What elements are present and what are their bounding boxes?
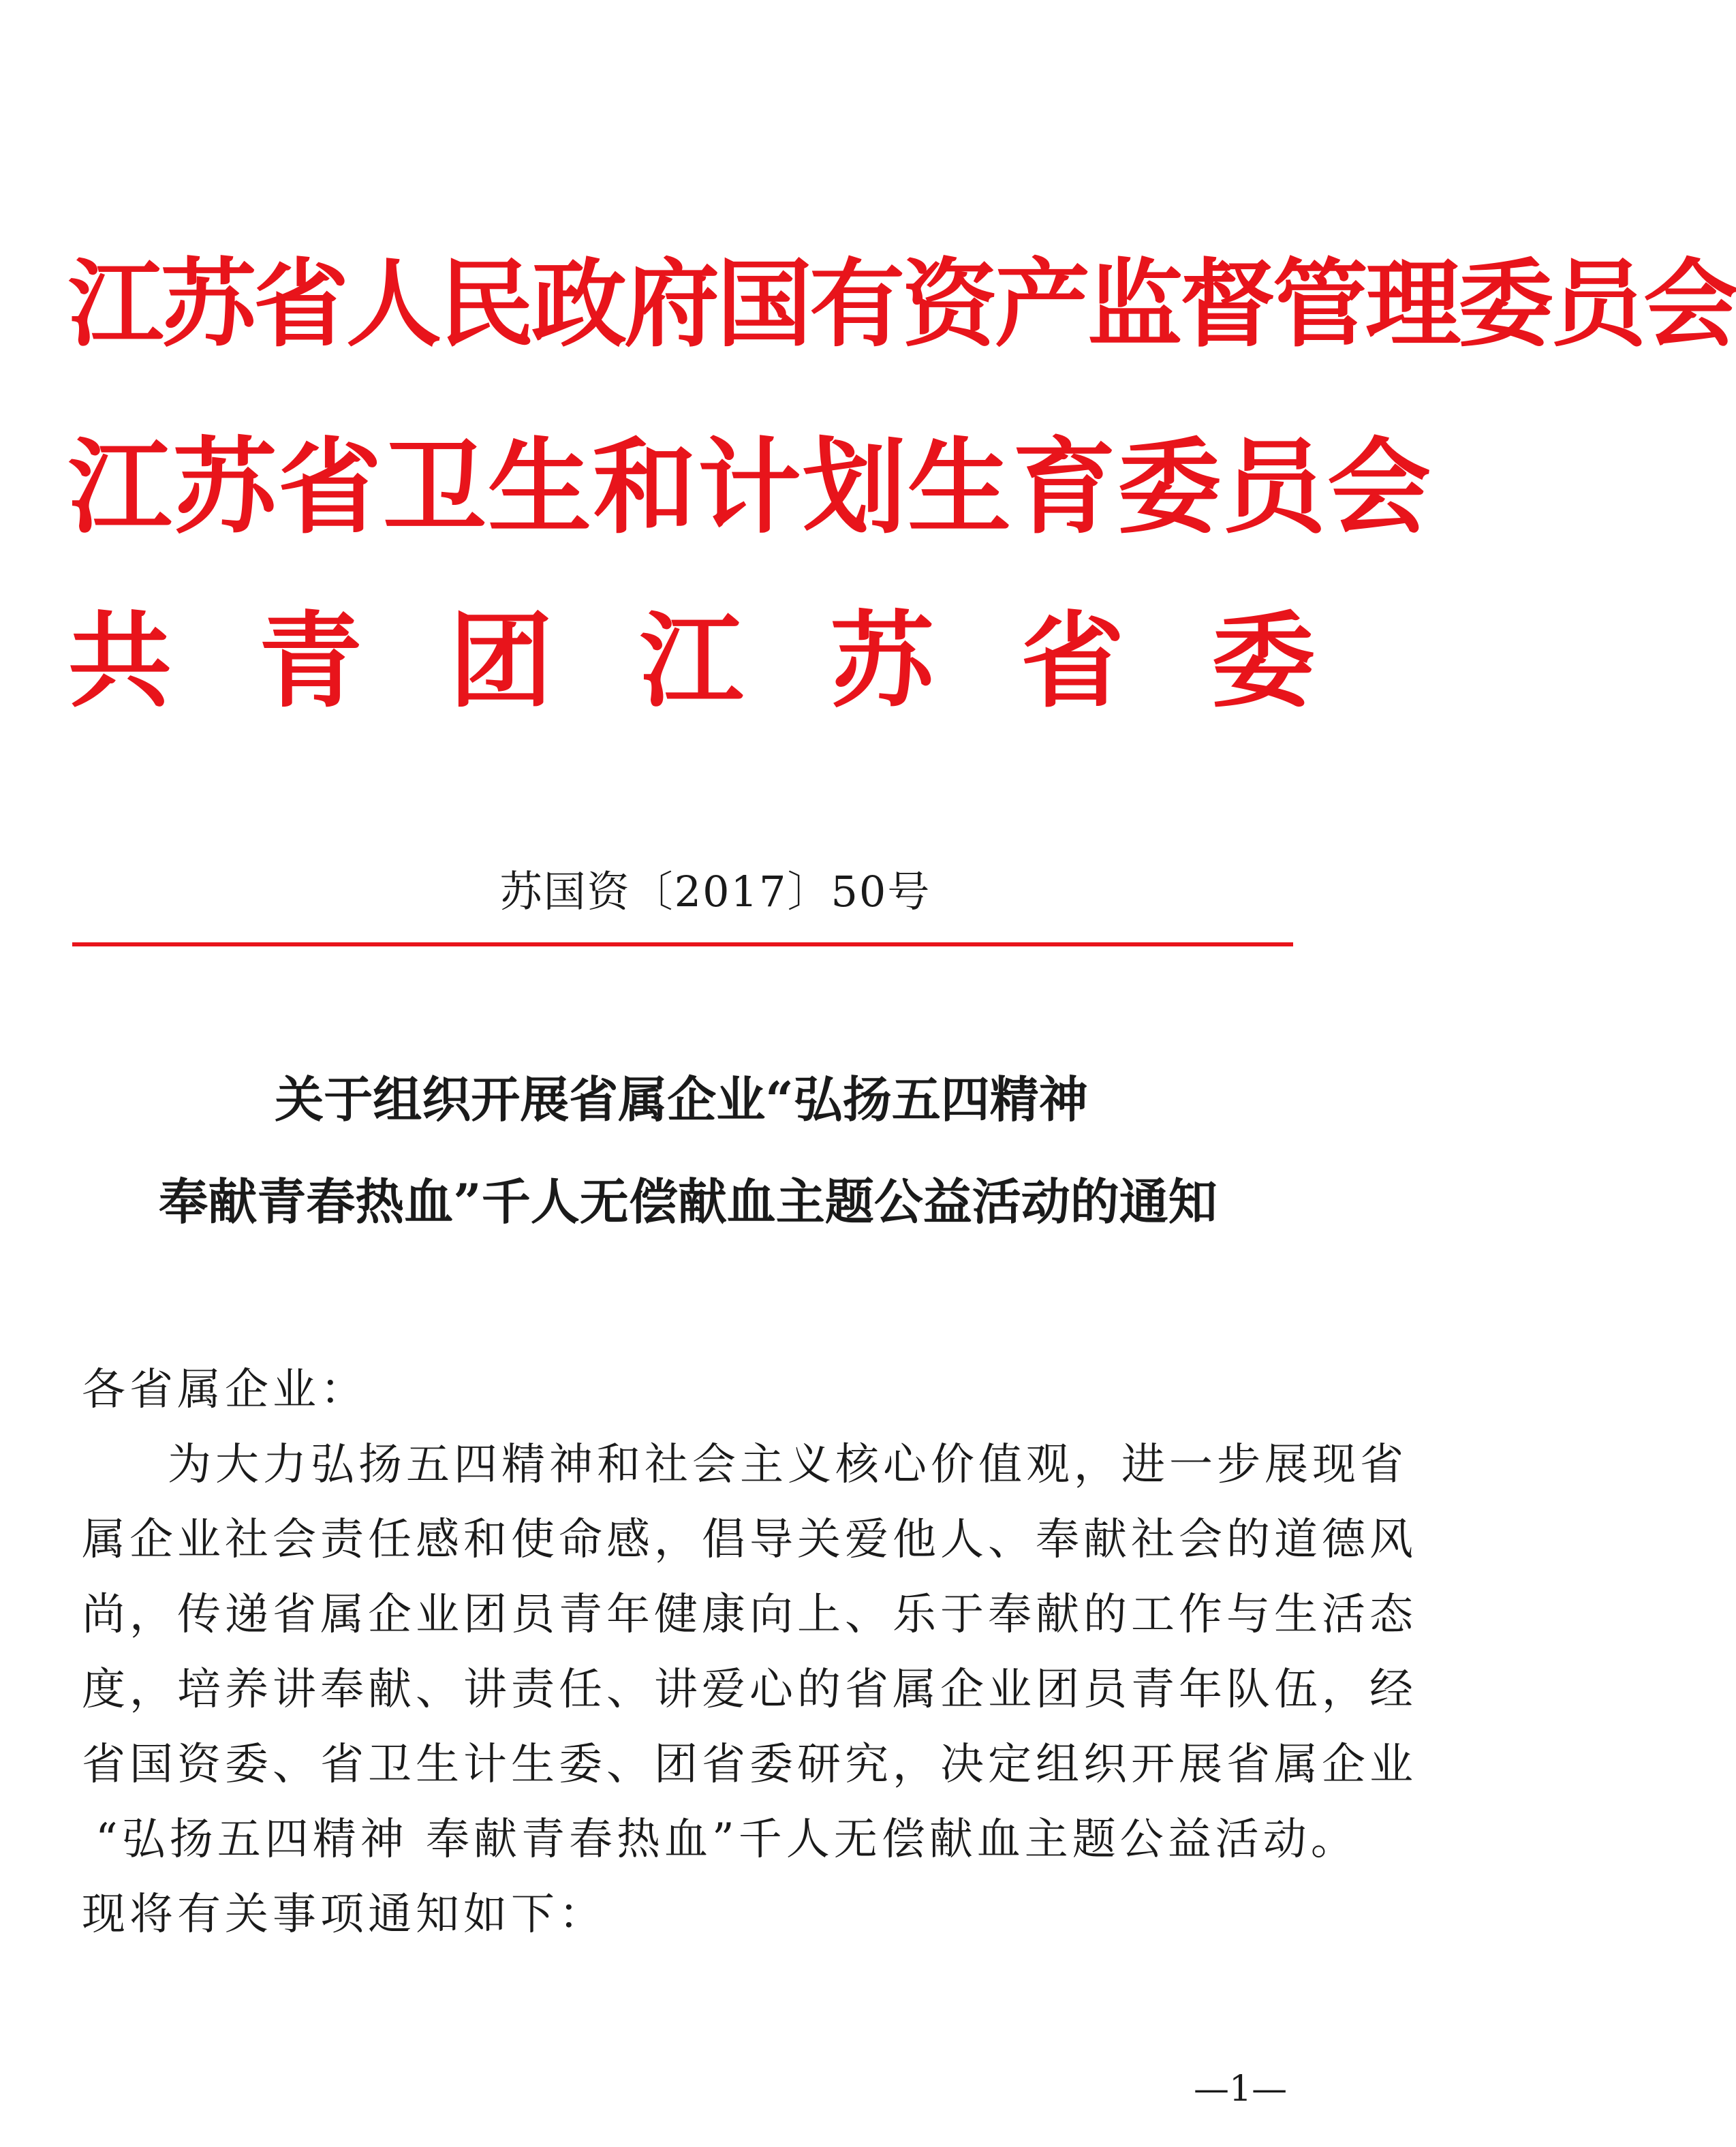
- paragraph-line: 度，培养讲奉献、讲责任、讲爱心的省属企业团员青年队伍，经: [82, 1665, 1417, 1715]
- salutation: 各省属企业：: [82, 1365, 368, 1415]
- issuer-char: 江: [639, 601, 743, 722]
- page-number: —1—: [1194, 2069, 1288, 2110]
- paragraph-line: “弘扬五四精神 奉献青春热血”千人无偿献血主题公益活动。: [95, 1814, 1359, 1865]
- title-line-1: 关于组织开展省属企业“弘扬五四精神: [275, 1070, 1088, 1128]
- issuer-char: 青: [258, 601, 362, 722]
- issuer-char: 团: [449, 601, 553, 722]
- title-line-2: 奉献青春热血”千人无偿献血主题公益活动的通知: [159, 1173, 1218, 1231]
- document-number: 苏国资〔2017〕50号: [499, 867, 931, 916]
- issuer-char: 苏: [830, 601, 934, 722]
- issuer-char: 共: [68, 601, 172, 722]
- paragraph-line: 省国资委、省卫生计生委、团省委研究，决定组织开展省属企业: [82, 1740, 1417, 1790]
- issuer-char: 委: [1211, 601, 1315, 722]
- issuer-health-family-planning-commission: 江苏省卫生和计划生育委员会: [68, 427, 1432, 548]
- paragraph-line: 为大力弘扬五四精神和社会主义核心价值观，进一步展现省: [168, 1440, 1408, 1490]
- issuer-char: 省: [1021, 601, 1125, 722]
- paragraph-line: 属企业社会责任感和使命感，倡导关爱他人、奉献社会的道德风: [82, 1515, 1417, 1565]
- red-separator-rule: [72, 942, 1293, 946]
- issuer-youth-league-committee: [68, 601, 1315, 722]
- issuer-state-assets-commission: 江苏省人民政府国有资产监督管理委员会: [68, 249, 1736, 360]
- paragraph-line: 现将有关事项通知如下：: [82, 1889, 606, 1940]
- paragraph-line: 尚，传递省属企业团员青年健康向上、乐于奉献的工作与生活态: [82, 1590, 1417, 1640]
